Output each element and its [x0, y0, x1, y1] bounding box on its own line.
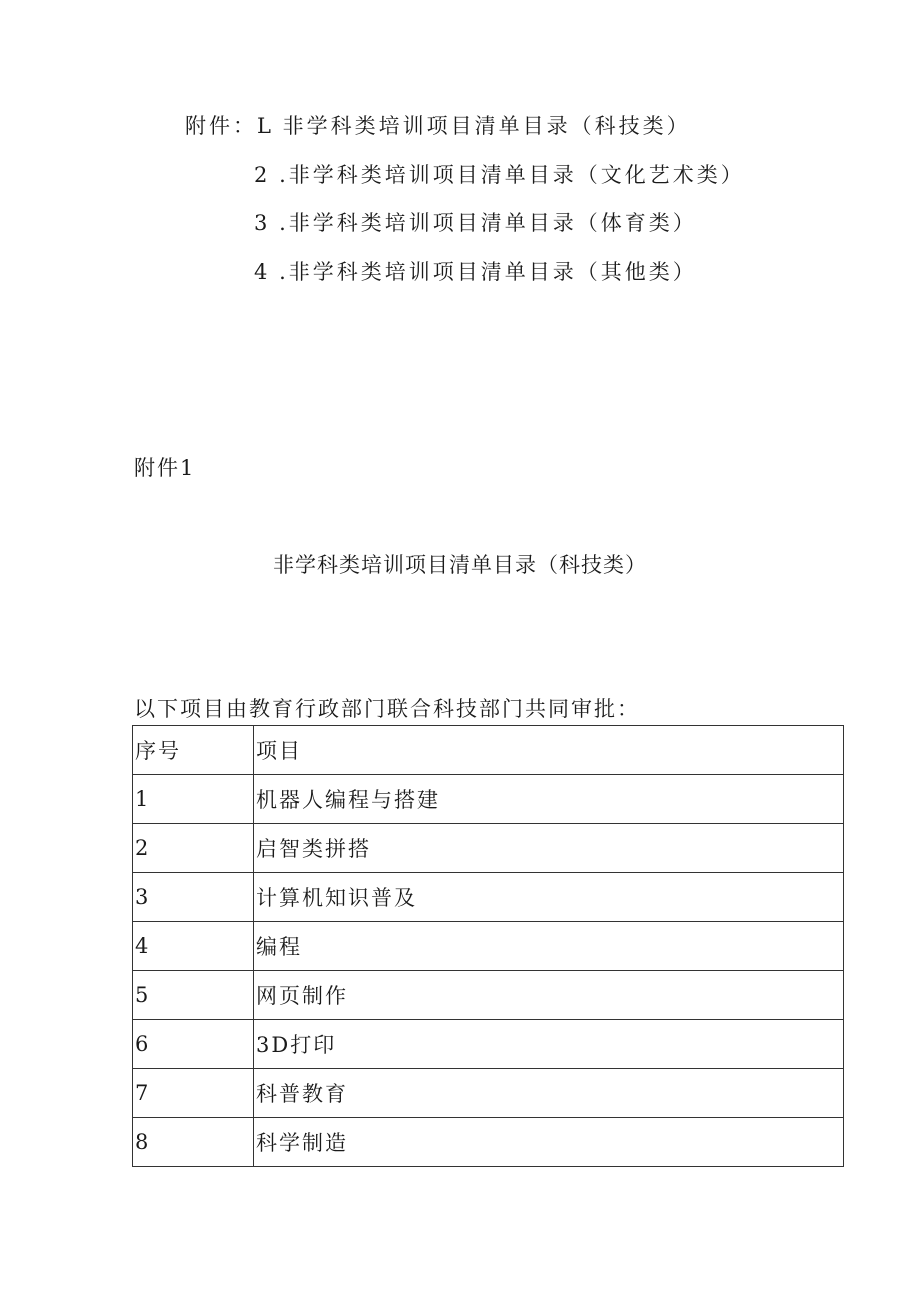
cell-project: 科学制造	[254, 1118, 844, 1167]
cell-number: 2	[133, 824, 254, 873]
table-row	[133, 1020, 844, 1069]
table-row	[133, 873, 844, 922]
attachment-text: .非学科类培训项目清单目录（体育类）	[279, 211, 697, 235]
cell-project: 计算机知识普及	[254, 873, 844, 922]
attachment-text: .非学科类培训项目清单目录（文化艺术类）	[279, 163, 745, 187]
attachment-number: L	[257, 114, 271, 138]
cell-project: 编程	[254, 922, 844, 971]
table-row	[133, 971, 844, 1020]
attachment-number: 4	[254, 260, 268, 284]
cell-number: 8	[133, 1118, 254, 1167]
table-row	[133, 1069, 844, 1118]
attachment-item-4	[254, 259, 697, 285]
attachment-item-1	[185, 113, 691, 139]
table-row	[133, 824, 844, 873]
project-table	[132, 725, 844, 1167]
cell-number: 4	[133, 922, 254, 971]
cell-project: 网页制作	[254, 971, 844, 1020]
cell-project: 3D打印	[254, 1020, 844, 1069]
attachment-number: 3	[254, 211, 268, 235]
attachment-prefix: 附件：	[185, 114, 257, 138]
attachment-item-3	[254, 210, 697, 236]
header-cell-project: 项目	[254, 726, 844, 775]
cell-number: 3	[133, 873, 254, 922]
cell-number: 7	[133, 1069, 254, 1118]
intro-text: 以下项目由教育行政部门联合科技部门共同审批：	[134, 697, 640, 721]
cell-number: 5	[133, 971, 254, 1020]
table-row	[133, 922, 844, 971]
document-title: 非学科类培训项目清单目录（科技类）	[273, 553, 647, 577]
cell-project: 机器人编程与搭建	[254, 775, 844, 824]
table-header-row	[133, 726, 844, 775]
attachment-text: .非学科类培训项目清单目录（其他类）	[279, 260, 697, 284]
cell-number: 1	[133, 775, 254, 824]
attachment-text: 非学科类培训项目清单目录（科技类）	[282, 114, 691, 138]
cell-project: 启智类拼搭	[254, 824, 844, 873]
annex-label: 附件1	[134, 456, 196, 480]
table-row	[133, 775, 844, 824]
attachment-number: 2	[254, 163, 268, 187]
cell-project: 科普教育	[254, 1069, 844, 1118]
header-cell-number: 序号	[133, 726, 254, 775]
attachment-item-2	[254, 162, 745, 188]
table-row	[133, 1118, 844, 1167]
cell-number: 6	[133, 1020, 254, 1069]
